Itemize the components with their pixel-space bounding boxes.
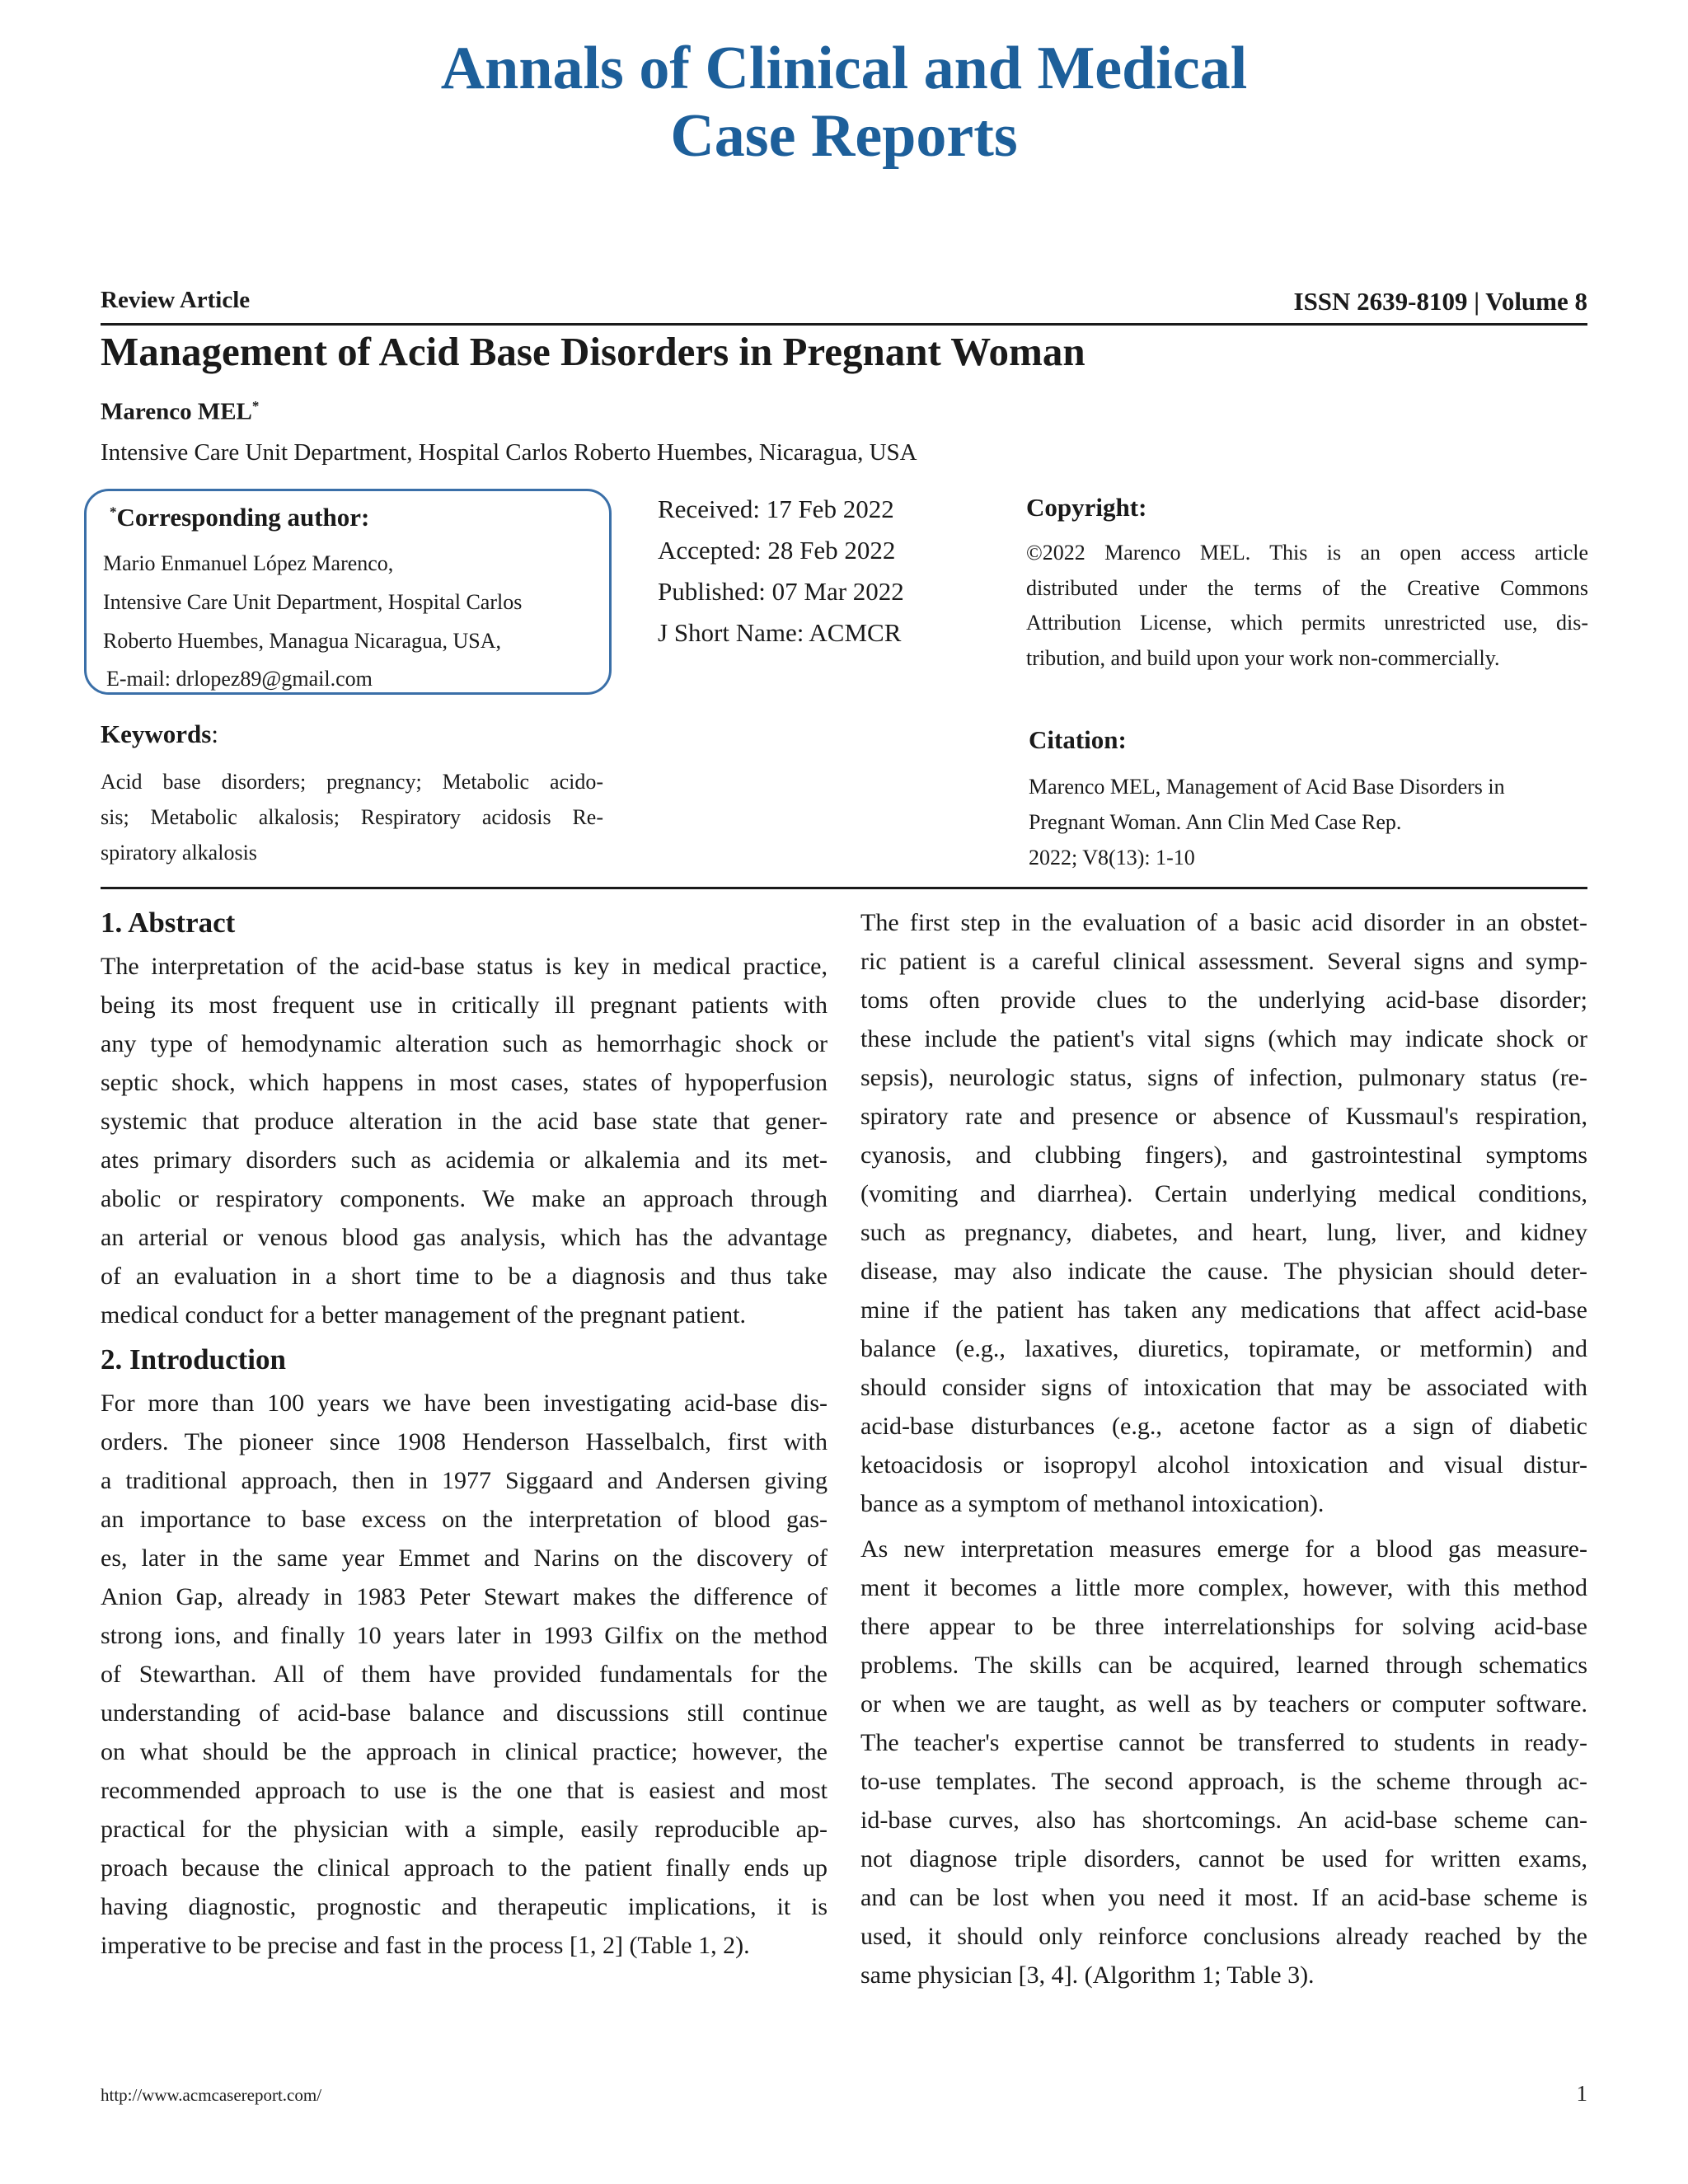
paragraph-line: there appear to be three interrelationships for solving acid-base <box>860 1613 1587 1640</box>
paragraph-line: imperative to be precise and fast in the process [1, 2] (Table 1, 2). <box>101 1932 750 1959</box>
paragraph-line: these include the patient's vital signs (which may indicate shock or <box>860 1025 1587 1052</box>
paragraph-line: strong ions, and finally 10 years later in 1993 Gilfix on the method <box>101 1622 828 1649</box>
paragraph-line: being its most frequent use in critically ill pregnant patients with <box>101 991 828 1019</box>
paragraph-line: orders. The pioneer since 1908 Henderson Hasselbalch, first with <box>101 1428 828 1455</box>
author-mark: * <box>251 398 260 414</box>
paragraph-line: Anion Gap, already in 1983 Peter Stewart makes the difference of <box>101 1583 828 1610</box>
keywords-colon: : <box>211 719 218 748</box>
paragraph-line: (vomiting and diarrhea). Certain underlying medical conditions, <box>860 1180 1587 1207</box>
received-date: Received: 17 Feb 2022 <box>658 494 894 523</box>
paragraph-line: proach because the clinical approach to the patient finally ends up <box>101 1854 828 1882</box>
paragraph-line: ates primary disorders such as acidemia or alkalemia and its met- <box>101 1146 828 1174</box>
copyright-line: distributed under the terms of the Creative Commons <box>1026 575 1588 600</box>
paragraph-line: es, later in the same year Emmet and Narins on the discovery of <box>101 1544 828 1572</box>
abstract-heading: 1. Abstract <box>101 907 236 939</box>
paragraph-line: disease, may also indicate the cause. The physician should deter- <box>860 1258 1587 1285</box>
keywords-line: spiratory alkalosis <box>101 841 257 865</box>
journal-short-name: J Short Name: ACMCR <box>658 618 902 647</box>
left-column <box>101 902 828 1965</box>
paragraph-line: an importance to base excess on the interpretation of blood gas- <box>101 1506 828 1533</box>
paragraph-line: not diagnose triple disorders, cannot be used for written exams, <box>860 1845 1587 1872</box>
keywords-line: Acid base disorders; pregnancy; Metabolic acido- <box>101 770 603 794</box>
paragraph-line: an arterial or venous blood gas analysis, which has the advantage <box>101 1224 828 1251</box>
paragraph-line: mine if the patient has taken any medications that affect acid-base <box>860 1296 1587 1324</box>
paragraph-line: and can be lost when you need it most. If an acid-base scheme is <box>860 1884 1587 1911</box>
paragraph-line: should consider signs of intoxication that may be associated with <box>860 1374 1587 1401</box>
accepted-date: Accepted: 28 Feb 2022 <box>658 536 896 565</box>
paragraph-line: understanding of acid-base balance and discussions still continue <box>101 1699 828 1727</box>
citation-title: Citation: <box>1029 725 1127 754</box>
corresponding-dept: Intensive Care Unit Department, Hospital Carlos <box>103 590 523 614</box>
article-dates <box>658 489 904 654</box>
introduction-heading: 2. Introduction <box>101 1343 286 1376</box>
keywords-title <box>101 719 218 749</box>
paragraph-line: ment it becomes a little more complex, however, with this method <box>860 1574 1587 1601</box>
paragraph-line: practical for the physician with a simple, easily reproducible ap- <box>101 1816 828 1843</box>
paragraph-line: bance as a symptom of methanol intoxication). <box>860 1490 1325 1517</box>
paragraph-line: balance (e.g., laxatives, diuretics, topiramate, or metformin) and <box>860 1335 1587 1362</box>
corresponding-author-box <box>84 489 612 695</box>
journal-title <box>0 35 1688 170</box>
paragraph-line: For more than 100 years we have been investigating acid-base dis- <box>101 1390 828 1417</box>
article-type: Review Article <box>101 287 251 313</box>
right-paragraph-1 <box>860 903 1587 1523</box>
paragraph-line: septic shock, which happens in most cases, states of hypoperfusion <box>101 1069 828 1096</box>
citation-line: Marenco MEL, Management of Acid Base Disorders in <box>1029 775 1505 799</box>
paragraph-line: to-use templates. The second approach, is the scheme through ac- <box>860 1768 1587 1795</box>
author-name <box>101 398 259 426</box>
paragraph-line: such as pregnancy, diabetes, and heart, lung, liver, and kidney <box>860 1219 1587 1246</box>
paragraph-line: The interpretation of the acid-base status is key in medical practice, <box>101 953 828 980</box>
corresponding-author-title <box>110 503 369 532</box>
corresponding-name: Mario Enmanuel López Marenco, <box>103 551 394 575</box>
paragraph-line: having diagnostic, prognostic and therapeutic implications, it is <box>101 1893 828 1920</box>
paragraph-line: ketoacidosis or isopropyl alcohol intoxication and visual distur- <box>860 1451 1587 1479</box>
paragraph-line: of an evaluation in a short time to be a diagnosis and thus take <box>101 1263 828 1290</box>
paragraph-line: on what should be the approach in clinical practice; however, the <box>101 1738 828 1765</box>
author-affiliation: Intensive Care Unit Department, Hospital Carlos Roberto Huembes, Nicaragua, USA <box>101 439 917 466</box>
copyright-line: ©2022 Marenco MEL. This is an open access article <box>1026 541 1588 565</box>
paragraph-line: or when we are taught, as well as by teachers or computer software. <box>860 1690 1587 1718</box>
paragraph-line: ric patient is a careful clinical assessment. Several signs and symp- <box>860 948 1587 975</box>
paragraph-line: of Stewarthan. All of them have provided fundamentals for the <box>101 1661 828 1688</box>
citation-line: 2022; V8(13): 1-10 <box>1029 846 1195 869</box>
paragraph-line: As new interpretation measures emerge for a blood gas measure- <box>860 1535 1587 1563</box>
published-date: Published: 07 Mar 2022 <box>658 577 904 606</box>
paragraph-line: The first step in the evaluation of a basic acid disorder in an obstet- <box>860 909 1587 936</box>
journal-title-line1: Annals of Clinical and Medical <box>440 35 1248 102</box>
corresponding-address: Roberto Huembes, Managua Nicaragua, USA, <box>103 629 502 653</box>
header-bar <box>101 287 1587 326</box>
keywords-label: Keywords <box>101 719 212 748</box>
paragraph-line: id-base curves, also has shortcomings. An acid-base scheme can- <box>860 1807 1587 1834</box>
page-number: 1 <box>1576 2081 1587 2106</box>
right-column <box>860 903 1587 1994</box>
paragraph-line: any type of hemodynamic alteration such as hemorrhagic shock or <box>101 1030 828 1057</box>
footer-url[interactable]: http://www.acmcasereport.com/ <box>101 2085 322 2105</box>
author-text: Marenco MEL <box>101 398 252 425</box>
paragraph-line: a traditional approach, then in 1977 Siggaard and Andersen giving <box>101 1467 828 1494</box>
introduction-body <box>101 1384 828 1965</box>
copyright-text <box>1026 536 1588 676</box>
paragraph-line: problems. The skills can be acquired, learned through schematics <box>860 1652 1587 1679</box>
paragraph-line: cyanosis, and clubbing fingers), and gastrointestinal symptoms <box>860 1141 1587 1169</box>
abstract-body <box>101 947 828 1334</box>
paragraph-line: sepsis), neurologic status, signs of infection, pulmonary status (re- <box>860 1064 1587 1091</box>
citation-text <box>1029 769 1589 875</box>
paragraph-line: The teacher's expertise cannot be transferred to students in ready- <box>860 1729 1587 1756</box>
paragraph-line: used, it should only reinforce conclusions already reached by the <box>860 1923 1587 1950</box>
paragraph-line: same physician [3, 4]. (Algorithm 1; Table 3). <box>860 1961 1315 1989</box>
paragraph-line: spiratory rate and presence or absence of Kussmaul's respiration, <box>860 1103 1587 1130</box>
corresponding-mark: * <box>110 504 117 520</box>
paragraph-line: abolic or respiratory components. We make an approach through <box>101 1185 828 1212</box>
journal-title-line2: Case Reports <box>670 102 1018 170</box>
corresponding-title-text: Corresponding author: <box>116 503 370 532</box>
citation-line: Pregnant Woman. Ann Clin Med Case Rep. <box>1029 810 1402 834</box>
keywords-text <box>101 764 603 870</box>
paragraph-line: systemic that produce alteration in the acid base state that gener- <box>101 1108 828 1135</box>
copyright-line: tribution, and build upon your work non-commercially. <box>1026 645 1500 670</box>
keywords-line: sis; Metabolic alkalosis; Respiratory acidosis Re- <box>101 805 603 829</box>
right-paragraph-2 <box>860 1530 1587 1994</box>
corresponding-email: E-mail: drlopez89@gmail.com <box>106 667 373 691</box>
paragraph-line: toms often provide clues to the underlying acid-base disorder; <box>860 987 1587 1014</box>
issn-volume: ISSN 2639-8109 | Volume 8 <box>1293 287 1587 316</box>
article-title: Management of Acid Base Disorders in Pregnant Woman <box>101 329 1085 374</box>
copyright-line: Attribution License, which permits unrestricted use, dis- <box>1026 611 1588 635</box>
paragraph-line: acid-base disturbances (e.g., acetone factor as a sign of diabetic <box>860 1413 1587 1440</box>
paragraph-line: recommended approach to use is the one that is easiest and most <box>101 1777 828 1804</box>
copyright-title: Copyright: <box>1026 493 1147 522</box>
paragraph-line: medical conduct for a better management of the pregnant patient. <box>101 1301 747 1329</box>
section-divider <box>101 887 1587 889</box>
